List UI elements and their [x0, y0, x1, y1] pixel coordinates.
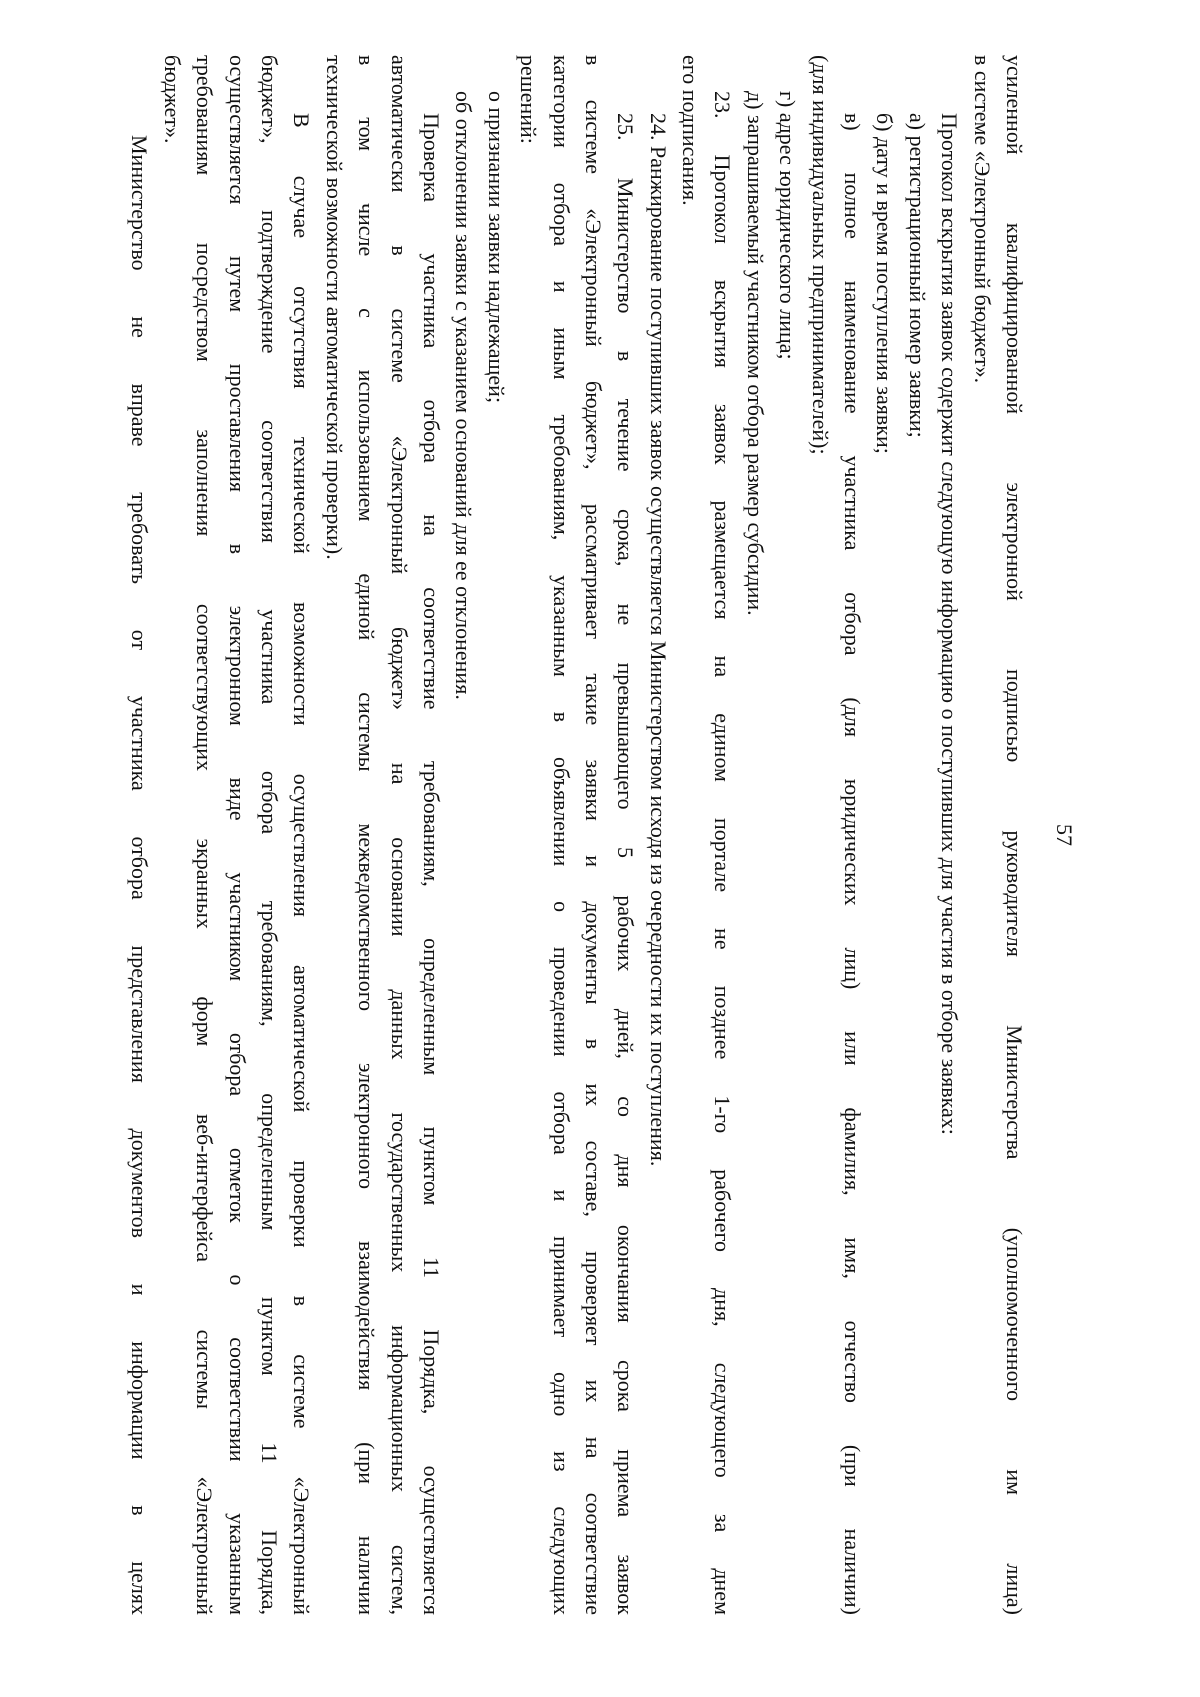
paragraph-p3: [900, 55, 932, 1615]
text-line: д) запрашиваемый участником отбора размер субсидии.: [742, 91, 768, 616]
paragraph-p7: [738, 55, 770, 1615]
paragraph-p12: [447, 55, 479, 1615]
text-line: бюджет», подтверждение соответствия участника отбора требованиям, определенным пунктом 11 Порядка,: [257, 55, 283, 1615]
text-line: требованиям посредством заполнения соответствующих экранных форм веб-интерфейса системы «Электронный: [192, 55, 218, 1615]
text-line: (для индивидуальных предпринимателей);: [807, 55, 833, 455]
paragraph-p14: [155, 55, 317, 1615]
text-line: Министерство не вправе требовать от участника отбора представления документов и информации в целях: [127, 135, 153, 1615]
paragraph-p11: [479, 55, 511, 1615]
text-line: в том числе с использованием единой системы межведомственного электронного взаимодействия (при наличии: [354, 55, 380, 1615]
text-line: В случае отсутствия технической возможности осуществления автоматической проверки в системе «Электронный: [289, 113, 315, 1615]
text-line: 23. Протокол вскрытия заявок размещается на едином портале не позднее 1-го рабочего дня, следующего за днем: [710, 91, 736, 1615]
text-line: его подписания.: [678, 55, 704, 206]
text-line: усиленной квалифицированной электронной подписью руководителя Министерства (уполномоченного им лица): [1002, 55, 1027, 1615]
text-line: г) адрес юридического лица;: [775, 91, 801, 360]
text-line: 24. Ранжирование поступивших заявок осуществляется Министерством исходя из очередности их поступления.: [645, 113, 671, 1167]
paragraph-p6: [771, 55, 803, 1615]
text-line: технической возможности автоматической проверки).: [321, 55, 347, 560]
paragraph-p5: [803, 55, 868, 1615]
text-line: об отклонении заявки с указанием оснований для ее отклонения.: [451, 91, 477, 700]
paragraph-p2: [933, 55, 965, 1615]
text-line: Проверка участника отбора на соответствие требованиям, определенным пунктом 11 Порядка, осуществляется: [418, 113, 444, 1615]
text-line: осуществляется путем проставления в электронном виде участником отбора отметок о соответствии указанным: [224, 55, 250, 1615]
paragraph-p13: [317, 55, 447, 1615]
text-line: категории отбора и иным требованиям, указанным в объявлении о проведении отбора и принимает одно из следующих: [548, 55, 574, 1615]
text-line: Протокол вскрытия заявок содержит следующую информацию о поступивших для участия в отборе заявках:: [937, 113, 963, 1135]
page-number: 57: [1052, 824, 1077, 846]
text-line: а) регистрационный номер заявки;: [904, 113, 930, 438]
paragraph-p4: [868, 55, 900, 1615]
paragraph-p10: [512, 55, 642, 1615]
text-line: в системе «Электронный бюджет», рассматривает такие заявки и документы в их составе, проверяет их на соответствие: [580, 55, 606, 1615]
text-line: в системе «Электронный бюджет».: [969, 55, 995, 384]
text-line: автоматически в системе «Электронный бюджет» на основании данных государственных информационных систем,: [386, 55, 412, 1615]
text-line: бюджет».: [159, 55, 185, 144]
document-body: [123, 55, 1030, 1615]
text-line: в) полное наименование участника отбора (для юридических лиц) или фамилия, имя, отчество (при наличии): [840, 113, 866, 1615]
paragraph-p1: [965, 55, 1030, 1615]
rotated-text-block: [127, 55, 1080, 1615]
text-line: 25. Министерство в течение срока, не превышающего 5 рабочих дней, со дня окончания срока приема заявок: [613, 113, 639, 1615]
text-line: решений:: [516, 55, 542, 144]
paragraph-p8: [674, 55, 739, 1615]
paragraph-p15: [123, 55, 155, 1615]
text-line: о признании заявки надлежащей;: [483, 91, 509, 404]
text-line: б) дату и время поступления заявки;: [872, 113, 898, 454]
paragraph-p9: [641, 55, 673, 1615]
